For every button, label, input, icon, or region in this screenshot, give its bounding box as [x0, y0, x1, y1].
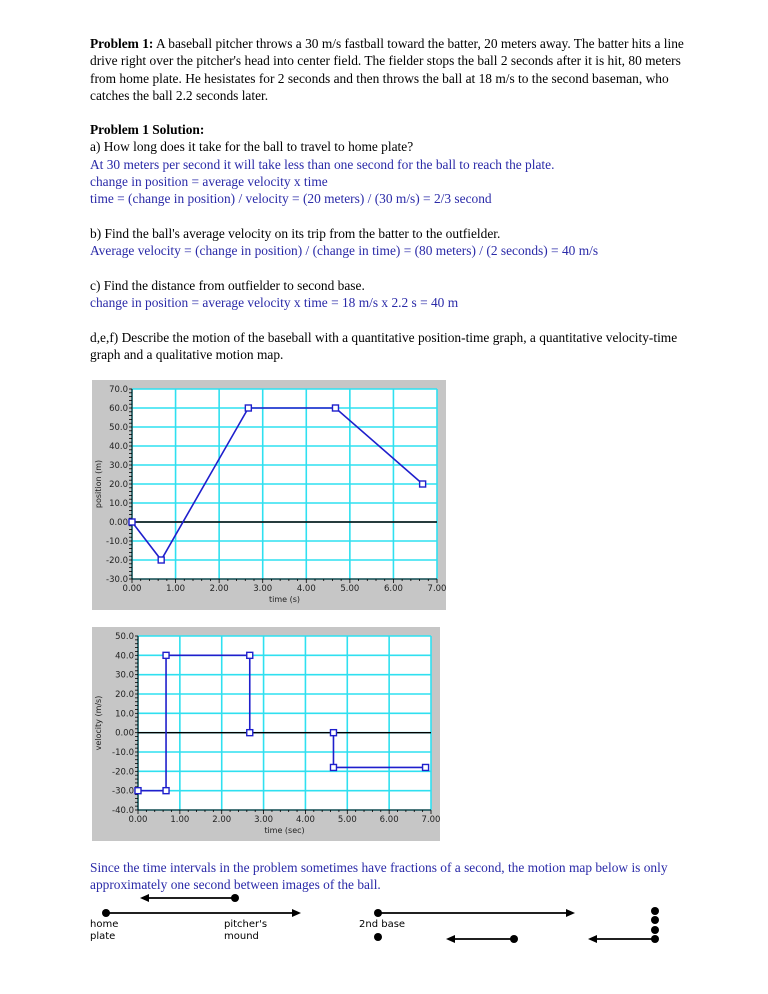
question-a: a) How long does it take for the ball to travel to home plate?	[90, 139, 414, 155]
y-axis-label: velocity (m/s)	[94, 695, 103, 751]
part-b	[90, 225, 690, 260]
y-tick-label: 40.0	[115, 651, 134, 662]
y-tick-label: 10.0	[109, 499, 128, 509]
position-time-chart-svg	[92, 380, 446, 610]
x-tick-label: 2.00	[212, 815, 232, 825]
data-point	[163, 652, 169, 658]
ball-dot	[651, 935, 659, 943]
y-tick-label: 20.0	[115, 690, 134, 700]
y-tick-label: -10.0	[106, 537, 128, 547]
data-point	[332, 405, 338, 411]
question-def: d,e,f) Describe the motion of the baseball with a quantitative position-time graph, a quantitative velocity-time graph and a qualitative motion map.	[90, 330, 678, 363]
solution-block	[90, 121, 690, 207]
answer-a-line3: time = (change in position) / velocity = (20 meters) / (30 m/s) = 2/3 second	[90, 191, 492, 207]
arrowhead	[566, 909, 575, 917]
x-tick-label: 7.00	[427, 584, 446, 594]
velocity-time-chart-svg	[92, 627, 440, 841]
y-tick-label: 0.00	[109, 518, 128, 528]
y-tick-label: 20.0	[109, 480, 128, 490]
data-point	[247, 730, 253, 736]
x-tick-label: 5.00	[340, 584, 360, 594]
x-tick-label: 1.00	[170, 815, 190, 825]
x-tick-label: 0.00	[122, 584, 142, 594]
y-tick-label: -30.0	[112, 786, 134, 797]
data-point	[330, 764, 336, 770]
ball-dot	[651, 907, 659, 915]
x-tick-label: 5.00	[337, 815, 357, 825]
data-point	[247, 652, 253, 658]
x-tick-label: 0.00	[128, 815, 148, 825]
answer-c: change in position = average velocity x time = 18 m/s x 2.2 s = 40 m	[90, 295, 459, 311]
arrowhead	[292, 909, 301, 917]
data-point	[129, 519, 135, 525]
problem-heading: Problem 1:	[90, 36, 154, 51]
plot-area	[138, 636, 431, 810]
y-tick-label: 70.0	[109, 385, 128, 395]
x-tick-label: 3.00	[254, 815, 274, 825]
problem-text: A baseball pitcher throws a 30 m/s fastball toward the batter, 20 meters away. The batter hits a line drive right over the pitcher's head into center field. The fielder stops the ball 2 seconds after it is hit, 80 meters from home plate. He hesistates for 2 seconds and then throws the ball at 18 m/s to the second baseman, who catches the ball 2.2 seconds later.	[90, 36, 684, 103]
y-axis-label: position (m)	[94, 459, 103, 509]
answer-a-line1: At 30 meters per second it will take less than one second for the ball to reach the plate.	[90, 156, 555, 172]
ball-dot	[651, 926, 659, 934]
y-tick-label: 0.00	[115, 728, 134, 739]
y-tick-label: 60.0	[109, 404, 128, 414]
data-point	[330, 730, 336, 736]
data-point	[158, 557, 164, 563]
position-time-chart	[92, 380, 446, 610]
y-tick-label: -40.0	[112, 806, 134, 816]
motion-map-caption-text: Since the time intervals in the problem sometimes have fractions of a second, the motion map below is only approximately one second between images of the ball.	[90, 860, 668, 893]
y-tick-label: 50.0	[109, 423, 128, 433]
x-tick-label: 6.00	[383, 584, 403, 594]
x-tick-label: 7.00	[421, 815, 440, 825]
x-tick-label: 3.00	[253, 584, 273, 594]
question-c: c) Find the distance from outfielder to second base.	[90, 278, 365, 293]
velocity-time-chart	[92, 627, 440, 841]
arrowhead	[446, 935, 455, 943]
y-tick-label: -20.0	[112, 767, 134, 778]
x-tick-label: 4.00	[296, 584, 316, 594]
y-tick-label: 30.0	[109, 461, 128, 471]
question-b: b) Find the ball's average velocity on its trip from the batter to the outfielder.	[90, 226, 501, 241]
second-base-label: 2nd base	[359, 919, 406, 930]
part-def	[90, 329, 690, 364]
data-point	[420, 481, 426, 487]
x-tick-label: 6.00	[379, 815, 399, 825]
data-point	[163, 788, 169, 794]
answer-a-line2: change in position = average velocity x time	[90, 173, 328, 189]
x-tick-label: 2.00	[209, 584, 229, 594]
x-axis-label: time (s)	[268, 595, 301, 604]
answer-b: Average velocity = (change in position) / (change in time) = (80 meters) / (2 seconds) = 40 m/s	[90, 243, 599, 259]
data-point	[135, 788, 141, 794]
pitchers-mound-label: pitcher's mound	[224, 919, 268, 942]
data-point	[423, 764, 429, 770]
y-tick-label: -10.0	[112, 748, 134, 758]
y-tick-label: 30.0	[115, 670, 134, 681]
solution-heading: Problem 1 Solution:	[90, 122, 205, 137]
y-tick-label: 40.0	[109, 442, 128, 452]
ball-dot	[651, 916, 659, 924]
ball-dot	[374, 933, 382, 941]
y-tick-label: 10.0	[115, 709, 134, 720]
home-plate-label: home plate	[90, 919, 119, 942]
y-tick-label: -30.0	[106, 575, 128, 585]
y-tick-label: -20.0	[106, 556, 128, 566]
part-c	[90, 277, 690, 312]
data-point	[245, 405, 251, 411]
y-tick-label: 50.0	[115, 632, 134, 642]
x-tick-label: 4.00	[295, 815, 315, 825]
problem-statement	[90, 35, 690, 104]
x-tick-label: 1.00	[166, 584, 186, 594]
x-axis-label: time (sec)	[264, 826, 305, 835]
arrowhead	[140, 894, 149, 902]
arrowhead	[588, 935, 597, 943]
